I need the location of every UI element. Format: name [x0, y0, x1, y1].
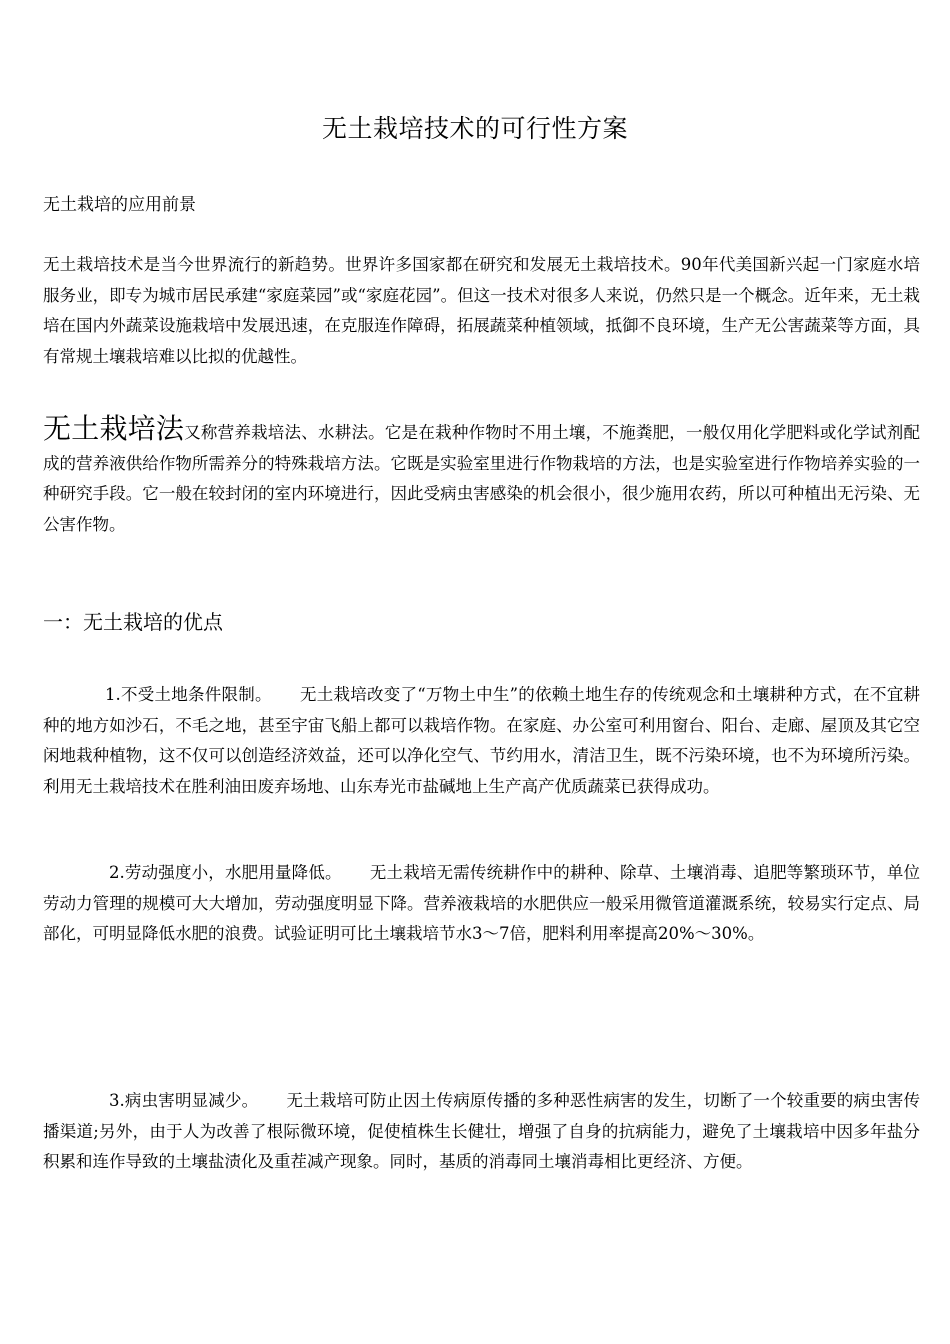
advantage-3-heading: 3.病虫害明显减少。 — [109, 1091, 259, 1110]
intro-paragraph: 无土栽培技术是当今世界流行的新趋势。世界许多国家都在研究和发展无土栽培技术。90年代美国新兴起一门家庭水培服务业，即专为城市居民承建“家庭菜园”或“家庭花园”。但这一技术对很多人来说，仍然只是一个概念。近年来，无土栽培在国内外蔬菜设施栽培中发展迅速，在克服连作障碍，拓展蔬菜种植领域，抵御不良环境，生产无公害蔬菜等方面，具有常规土壤栽培难以比拟的优越性。 — [43, 255, 920, 366]
advantage-2-heading: 2.劳动强度小，水肥用量降低。 — [109, 863, 342, 882]
advantage-1-body: 无土栽培改变了“万物土中生”的依赖土地生存的传统观念和土壤耕种方式，在不宜耕种的地方如沙石，不毛之地，甚至宇宙飞船上都可以栽培作物。在家庭、办公室可利用窗台、阳台、走廊、屋顶及其它空闲地栽种植物，这不仅可以创造经济效益，还可以净化空气、节约用水，清洁卫生，既不污染环境，也不为环境所污染。利用无土栽培技术在胜利油田废弃场地、山东寿光市盐碱地上生产高产优质蔬菜已获得成功。 — [43, 685, 920, 796]
advantage-item-2 — [43, 858, 920, 950]
document-title: 无土栽培技术的可行性方案 — [321, 114, 628, 143]
advantages-section-heading: 一：无土栽培的优点 — [43, 610, 223, 634]
advantage-2-body: 无土栽培无需传统耕作中的耕种、除草、土壤消毒、追肥等繁琐环节，单位劳动力管理的规模可大大增加，劳动强度明显下降。营养液栽培的水肥供应一般采用微管道灌溉系统，较易实行定点、局部化，可明显降低水肥的浪费。试验证明可比土壤栽培节水3～7倍，肥料利用率提高20%～30%。 — [43, 863, 920, 943]
method-lead-term: 无土栽培法 — [43, 412, 185, 445]
method-definition-text: 又称营养栽培法、水耕法。它是在栽种作物时不用土壤，不施粪肥，一般仅用化学肥料或化学试剂配成的营养液供给作物所需养分的特殊栽培方法。它既是实验室里进行作物栽培的方法，也是实验室进行作物培养实验的一种研究手段。它一般在较封闭的室内环境进行，因此受病虫害感染的机会很小，很少施用农药，所以可种植出无污染、无公害作物。 — [43, 423, 920, 534]
advantage-item-3 — [43, 1086, 920, 1178]
advantage-1-heading: 1.不受土地条件限制。 — [105, 685, 272, 704]
method-definition-paragraph — [43, 414, 920, 540]
advantage-3-body: 无土栽培可防止因土传病原传播的多种恶性病害的发生，切断了一个较重要的病虫害传播渠道;另外，由于人为改善了根际微环境，促使植株生长健壮，增强了自身的抗病能力，避免了土壤栽培中因多年盐分积累和连作导致的土壤盐渍化及重茬减产现象。同时，基质的消毒同土壤消毒相比更经济、方便。 — [43, 1091, 920, 1171]
advantage-item-1 — [43, 680, 920, 802]
application-prospect-subheading: 无土栽培的应用前景 — [43, 195, 196, 215]
